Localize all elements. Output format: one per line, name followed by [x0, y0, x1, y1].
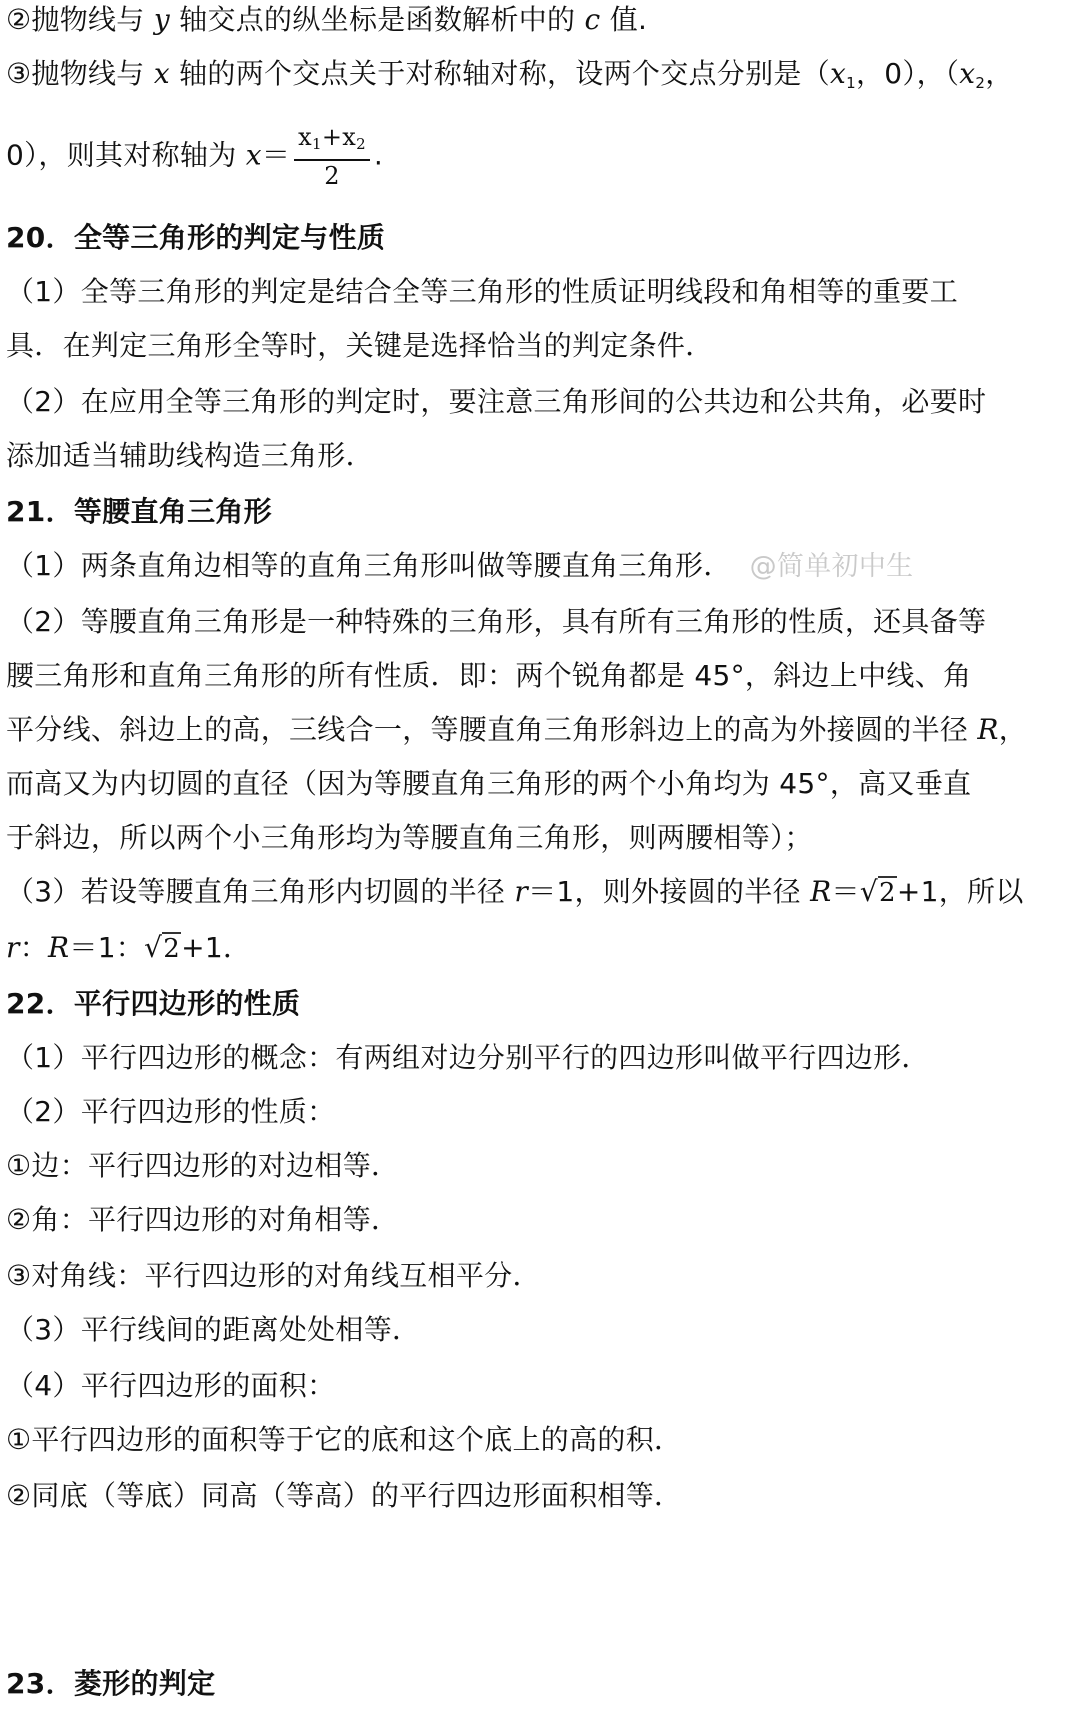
- text-segment: .: [373, 138, 384, 172]
- variable: x: [298, 123, 312, 151]
- operator: +: [321, 123, 343, 151]
- paragraph-line: ②同底（等底）同高（等高）的平行四边形面积相等．: [6, 1479, 683, 1512]
- text-line: [6, 122, 383, 191]
- text-segment: ：: [19, 931, 48, 964]
- text-segment: 轴交点的纵坐标是函数解析中的: [169, 3, 585, 36]
- variable: y: [153, 3, 170, 36]
- text-segment: ，: [985, 57, 1014, 90]
- text-segment: 值.: [600, 3, 648, 36]
- paragraph-line: （3）平行线间的距离处处相等．: [6, 1313, 421, 1346]
- variable: R: [977, 713, 999, 746]
- variable: x: [830, 57, 847, 90]
- text-segment: ＝: [261, 138, 291, 172]
- variable: r: [514, 875, 529, 908]
- section-heading-23: 23．菱形的判定: [6, 1667, 216, 1700]
- radical-sign: √: [144, 931, 163, 964]
- section-heading-21: 21．等腰直角三角形: [6, 495, 272, 528]
- text-segment: ②抛物线与: [6, 3, 154, 36]
- variable: x: [959, 57, 976, 90]
- variable: R: [810, 875, 832, 908]
- text-segment: ＝: [831, 875, 860, 908]
- paragraph-line: 于斜边，所以两个小三角形均为等腰直角三角形，则两腰相等）；: [6, 821, 813, 854]
- text-segment: 平分线、斜边上的高，三线合一，等腰直角三角形斜边上的高为外接圆的半径: [6, 713, 978, 746]
- paragraph-line: （2）平行四边形的性质：: [6, 1095, 336, 1128]
- text-segment: +1．: [181, 931, 252, 964]
- section-heading-20: 20．全等三角形的判定与性质: [6, 221, 386, 254]
- text-segment: ＝1：: [69, 931, 145, 964]
- paragraph-line: 腰三角形和直角三角形的所有性质．即：两个锐角都是 45°，斜边上中线、角: [6, 659, 972, 692]
- paragraph-line: 添加适当辅助线构造三角形．: [6, 439, 374, 472]
- square-root: [144, 928, 181, 969]
- paragraph-line: [6, 710, 1027, 750]
- subscript: 1: [846, 74, 856, 92]
- paragraph-line: ①边：平行四边形的对边相等．: [6, 1149, 400, 1182]
- paragraph-line: ②角：平行四边形的对角相等．: [6, 1203, 400, 1236]
- subscript: 2: [975, 74, 986, 92]
- variable: x: [153, 57, 170, 90]
- variable: R: [48, 931, 70, 964]
- text-segment: +1，所以: [896, 875, 1024, 908]
- variable: r: [6, 931, 20, 964]
- text-segment: ，0），（: [855, 57, 960, 90]
- watermark: @简单初中生: [749, 551, 914, 582]
- radical-sign: √: [859, 875, 878, 908]
- subscript: 1: [311, 135, 322, 153]
- fraction: [294, 122, 370, 191]
- paragraph-line: （1）平行四边形的概念：有两组对边分别平行的四边形叫做平行四边形．: [6, 1041, 930, 1074]
- paragraph-line: [6, 928, 251, 969]
- paragraph-line: （4）平行四边形的面积：: [6, 1369, 336, 1402]
- radicand: 2: [879, 878, 896, 908]
- paragraph-line: （2）等腰直角三角形是一种特殊的三角形，具有所有三角形的性质，还具备等: [6, 605, 987, 638]
- text-segment: 轴的两个交点关于对称轴对称，设两个交点分别是（: [169, 57, 831, 90]
- square-root: [860, 872, 897, 913]
- text-segment: ，: [998, 713, 1028, 746]
- paragraph-line: ①平行四边形的面积等于它的底和这个底上的高的积．: [6, 1423, 683, 1456]
- variable: c: [584, 3, 601, 36]
- text-segment: 0），则其对称轴为: [6, 138, 246, 172]
- section-heading-22: 22．平行四边形的性质: [6, 987, 301, 1020]
- text-segment: （1）两条直角边相等的直角三角形叫做等腰直角三角形．: [6, 549, 732, 582]
- radicand: 2: [163, 934, 181, 964]
- fraction-numerator: [294, 122, 370, 161]
- text-segment: ③抛物线与: [6, 57, 154, 90]
- paragraph-line: （1）全等三角形的判定是结合全等三角形的性质证明线段和角相等的重要工: [6, 275, 959, 308]
- paragraph-line: [6, 872, 1024, 913]
- text-segment: （3）若设等腰直角三角形内切圆的半径: [6, 875, 515, 908]
- fraction-denominator: 2: [324, 162, 340, 190]
- variable: x: [245, 138, 262, 172]
- text-segment: ＝1，则外接圆的半径: [528, 875, 811, 908]
- paragraph-line: （2）在应用全等三角形的判定时，要注意三角形间的公共边和公共角，必要时: [6, 385, 987, 418]
- subscript: 2: [356, 135, 366, 153]
- text-line: [6, 0, 647, 40]
- paragraph-line: ③对角线：平行四边形的对角线互相平分．: [6, 1259, 541, 1292]
- paragraph-line: 而高又为内切圆的直径（因为等腰直角三角形的两个小角均为 45°，高又垂直: [6, 767, 972, 800]
- variable: x: [342, 123, 357, 151]
- paragraph-line: [6, 546, 913, 587]
- paragraph-line: 具．在判定三角形全等时，关键是选择恰当的判定条件．: [6, 329, 714, 362]
- text-line: [6, 54, 1014, 103]
